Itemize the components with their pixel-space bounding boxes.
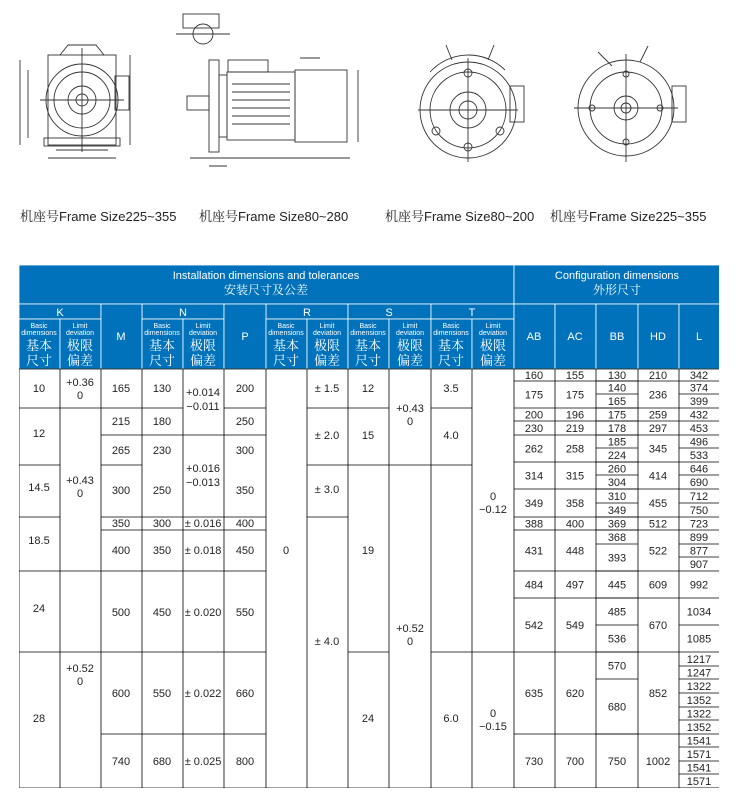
p-value: 450	[235, 545, 255, 557]
basic-label-en: Basic	[359, 323, 377, 330]
limit-label-en: deviation	[395, 330, 425, 337]
ac-value: 315	[565, 470, 585, 483]
technical-drawings	[0, 0, 739, 240]
m-value: 600	[111, 688, 131, 700]
basic-label-cn: 尺寸	[272, 353, 300, 368]
group-label: R	[303, 307, 311, 319]
n-limit: −0.013	[186, 477, 220, 489]
s-basic: 15	[361, 430, 375, 442]
bb-value: 485	[607, 606, 627, 619]
k-basic: 10	[32, 383, 46, 395]
l-value: 374	[689, 382, 709, 395]
t-basic: 4.0	[443, 430, 459, 442]
column-header: BB	[609, 331, 625, 343]
m-value: 740	[111, 756, 131, 768]
flange-face-drawing-1	[418, 45, 524, 162]
basic-label-en: Basic	[277, 323, 295, 330]
k-basic: 14.5	[28, 482, 50, 494]
n-limit: +0.014	[186, 387, 220, 399]
basic-label-en: Basic	[30, 323, 48, 330]
n-limit: ± 0.025	[184, 756, 222, 768]
ab-value: 388	[524, 518, 544, 531]
s-limit: 0	[406, 416, 414, 428]
basic-label-cn: 尺寸	[437, 353, 465, 368]
p-value: 200	[235, 383, 255, 395]
column-header: M	[116, 331, 126, 343]
l-value: 992	[689, 579, 709, 592]
bb-value: 224	[607, 450, 627, 462]
l-value: 1247	[686, 667, 712, 680]
l-value: 1571	[686, 749, 712, 761]
m-value: 300	[111, 485, 131, 497]
limit-label-cn: 偏差	[313, 353, 341, 368]
flange-face-drawing-2	[574, 46, 686, 162]
limit-label-cn: 偏差	[396, 353, 424, 368]
installation-title-en: Installation dimensions and tolerances	[172, 270, 360, 282]
caption-frame-80-200: 机座号Frame Size80~200	[385, 209, 535, 224]
ab-value: 542	[524, 620, 544, 632]
bb-value: 178	[607, 423, 627, 435]
bb-value: 175	[607, 409, 627, 422]
l-value: 432	[689, 409, 709, 422]
p-value: 400	[235, 518, 255, 530]
l-value: 712	[689, 491, 709, 503]
column-header: AC	[567, 331, 583, 343]
group-label: T	[468, 307, 476, 319]
l-value: 1322	[686, 681, 712, 693]
hd-value: 210	[648, 370, 668, 382]
bb-value: 445	[607, 579, 627, 592]
r-basic: 0	[282, 545, 290, 557]
limit-label-cn: 极限	[313, 338, 341, 353]
group-label: S	[385, 307, 393, 319]
bb-value: 165	[607, 396, 627, 408]
caption-frame-225-355-b: 机座号Frame Size225~355	[550, 209, 707, 224]
hd-value: 670	[648, 620, 668, 632]
r-limit: ± 2.0	[314, 430, 340, 442]
n-basic: 450	[152, 607, 172, 619]
ac-value: 196	[565, 409, 585, 422]
basic-label-en: dimensions	[268, 330, 304, 337]
ac-value: 358	[565, 498, 585, 510]
l-value: 1085	[686, 633, 712, 646]
caption-frame-225-355-a: 机座号Frame Size225~355	[20, 209, 177, 224]
bb-value: 680	[607, 701, 627, 714]
hd-value: 852	[648, 688, 668, 700]
n-basic: 350	[152, 545, 172, 557]
hd-value: 609	[648, 579, 668, 592]
t-limit: 0	[489, 708, 497, 720]
bb-value: 304	[607, 477, 627, 489]
column-header: AB	[526, 331, 542, 343]
ab-value: 160	[524, 370, 544, 382]
hd-value: 345	[648, 443, 668, 456]
l-value: 723	[689, 518, 709, 531]
l-value: 1352	[686, 722, 712, 734]
bb-value: 349	[607, 505, 627, 517]
side-view-drawing	[176, 14, 358, 166]
hd-value: 522	[648, 545, 668, 558]
limit-label-en: Limit	[319, 323, 335, 330]
l-value: 1217	[686, 654, 712, 666]
t-limit: −0.12	[479, 504, 507, 516]
limit-label-en: deviation	[478, 330, 508, 337]
s-limit: +0.52	[396, 623, 424, 635]
basic-label-en: Basic	[153, 323, 171, 330]
ab-value: 349	[524, 498, 544, 510]
caption-frame-80-280: 机座号Frame Size80~280	[199, 209, 349, 224]
hd-value: 512	[648, 518, 668, 531]
k-limit: 0	[76, 488, 84, 500]
group-label: N	[179, 307, 187, 319]
l-value: 750	[689, 505, 709, 517]
bb-value: 368	[607, 532, 627, 544]
ac-value: 219	[565, 423, 585, 435]
column-header: P	[241, 331, 249, 343]
n-basic: 250	[152, 485, 172, 497]
limit-label-en: deviation	[188, 330, 218, 337]
limit-label-en: Limit	[195, 323, 211, 330]
bb-value: 185	[607, 436, 627, 449]
s-limit: +0.43	[396, 403, 424, 415]
limit-label-cn: 偏差	[66, 353, 94, 368]
basic-label-en: Basic	[442, 323, 460, 330]
ab-value: 230	[524, 423, 544, 435]
m-value: 350	[111, 518, 131, 530]
s-basic: 19	[361, 545, 375, 557]
r-limit: ± 3.0	[314, 484, 340, 496]
m-value: 165	[111, 383, 131, 395]
k-limit: 0	[76, 390, 84, 402]
l-value: 1541	[686, 735, 712, 748]
p-value: 350	[235, 485, 255, 497]
basic-label-cn: 尺寸	[25, 353, 53, 368]
bb-value: 536	[607, 633, 627, 646]
basic-label-en: dimensions	[144, 330, 180, 337]
s-limit: 0	[406, 636, 414, 648]
p-value: 660	[235, 688, 255, 700]
basic-label-en: dimensions	[21, 330, 57, 337]
basic-label-cn: 基本	[272, 338, 300, 353]
n-limit: ± 0.020	[184, 607, 222, 619]
ac-value: 448	[565, 545, 585, 558]
bb-value: 310	[607, 491, 627, 503]
t-limit: 0	[489, 491, 497, 503]
ab-value: 314	[524, 470, 544, 483]
l-value: 907	[689, 559, 709, 571]
ab-value: 635	[524, 688, 544, 700]
k-limit: +0.43	[66, 475, 94, 487]
p-value: 300	[235, 445, 255, 457]
ab-value: 431	[524, 545, 544, 558]
l-value: 453	[689, 423, 709, 435]
ab-value: 200	[524, 409, 544, 422]
hd-value: 455	[648, 498, 668, 510]
hd-value: 297	[648, 423, 668, 435]
bb-value: 369	[607, 518, 627, 531]
l-value: 1322	[686, 708, 712, 721]
l-value: 877	[689, 545, 709, 558]
l-value: 399	[689, 396, 709, 408]
limit-label-en: Limit	[485, 323, 501, 330]
limit-label-cn: 极限	[66, 338, 94, 353]
limit-label-cn: 偏差	[189, 353, 217, 368]
limit-label-cn: 极限	[479, 338, 507, 353]
n-limit: +0.016	[186, 463, 220, 475]
bb-value: 393	[607, 552, 627, 565]
ac-value: 497	[565, 579, 585, 592]
n-limit: ± 0.016	[184, 518, 222, 530]
k-limit: 0	[76, 676, 84, 688]
basic-label-cn: 尺寸	[354, 353, 382, 368]
basic-label-en: dimensions	[350, 330, 386, 337]
limit-label-en: Limit	[72, 323, 88, 330]
k-limit: +0.36	[66, 377, 94, 389]
m-value: 500	[111, 607, 131, 619]
limit-label-cn: 极限	[189, 338, 217, 353]
table-body	[28, 370, 711, 788]
p-value: 550	[235, 607, 255, 619]
l-value: 646	[689, 463, 709, 476]
k-limit: +0.52	[66, 663, 94, 675]
l-value: 1034	[686, 606, 712, 619]
m-value: 215	[111, 416, 131, 428]
t-basic: 3.5	[443, 383, 459, 395]
ac-value: 175	[565, 389, 585, 402]
hd-value: 414	[648, 470, 668, 483]
s-basic: 24	[361, 713, 375, 725]
n-basic: 300	[152, 518, 172, 530]
t-limit: −0.15	[479, 721, 507, 733]
ac-value: 549	[565, 620, 585, 632]
column-header: L	[695, 331, 703, 343]
ac-value: 155	[565, 370, 585, 382]
r-limit: ± 4.0	[314, 636, 340, 648]
limit-label-cn: 极限	[396, 338, 424, 353]
n-basic: 180	[152, 416, 172, 428]
limit-label-en: deviation	[65, 330, 95, 337]
ac-value: 700	[565, 756, 585, 768]
ab-value: 484	[524, 579, 544, 592]
n-basic: 130	[152, 383, 172, 395]
ab-value: 262	[524, 443, 544, 456]
basic-label-cn: 基本	[25, 338, 53, 353]
k-basic: 12	[32, 428, 46, 440]
ac-value: 258	[565, 443, 585, 456]
t-basic: 6.0	[443, 713, 459, 725]
ab-value: 730	[524, 756, 544, 768]
limit-label-en: Limit	[402, 323, 418, 330]
bb-value: 260	[607, 463, 627, 476]
p-value: 800	[235, 756, 255, 768]
hd-value: 1002	[645, 756, 671, 768]
bb-value: 140	[607, 382, 627, 395]
limit-label-en: deviation	[312, 330, 342, 337]
basic-label-en: dimensions	[433, 330, 469, 337]
l-value: 1571	[686, 776, 712, 788]
k-basic: 18.5	[28, 535, 50, 547]
bb-value: 750	[607, 756, 627, 768]
m-value: 400	[111, 545, 131, 557]
n-limit: ± 0.018	[184, 545, 222, 557]
basic-label-cn: 基本	[437, 338, 465, 353]
basic-label-cn: 基本	[354, 338, 382, 353]
hd-value: 259	[648, 409, 668, 422]
l-value: 690	[689, 477, 709, 489]
basic-label-cn: 尺寸	[148, 353, 176, 368]
group-label: K	[56, 307, 64, 319]
bb-value: 570	[607, 660, 627, 673]
limit-label-cn: 偏差	[479, 353, 507, 368]
installation-title-cn: 安装尺寸及公差	[223, 283, 309, 297]
configuration-title-cn: 外形尺寸	[592, 283, 642, 297]
s-basic: 12	[361, 383, 375, 395]
r-limit: ± 1.5	[314, 383, 340, 395]
k-basic: 28	[32, 713, 46, 725]
n-basic: 550	[152, 688, 172, 700]
hd-value: 236	[648, 389, 668, 402]
k-basic: 24	[32, 603, 46, 615]
n-basic: 680	[152, 756, 172, 768]
n-basic: 230	[152, 445, 172, 457]
ab-value: 175	[524, 389, 544, 402]
configuration-title-en: Configuration dimensions	[554, 270, 680, 282]
l-value: 899	[689, 532, 709, 544]
l-value: 1541	[686, 762, 712, 775]
ac-value: 400	[565, 518, 585, 531]
basic-label-cn: 基本	[148, 338, 176, 353]
dimension-table	[19, 265, 719, 788]
l-value: 533	[689, 450, 709, 462]
ac-value: 620	[565, 688, 585, 700]
column-header: HD	[650, 331, 666, 343]
p-value: 250	[235, 416, 255, 428]
bb-value: 130	[607, 370, 627, 382]
end-view-drawing-1	[20, 45, 130, 158]
l-value: 342	[689, 370, 709, 382]
n-limit: −0.011	[186, 401, 220, 413]
l-value: 496	[689, 436, 709, 449]
n-limit: ± 0.022	[184, 688, 222, 700]
l-value: 1352	[686, 695, 712, 707]
m-value: 265	[111, 445, 131, 457]
